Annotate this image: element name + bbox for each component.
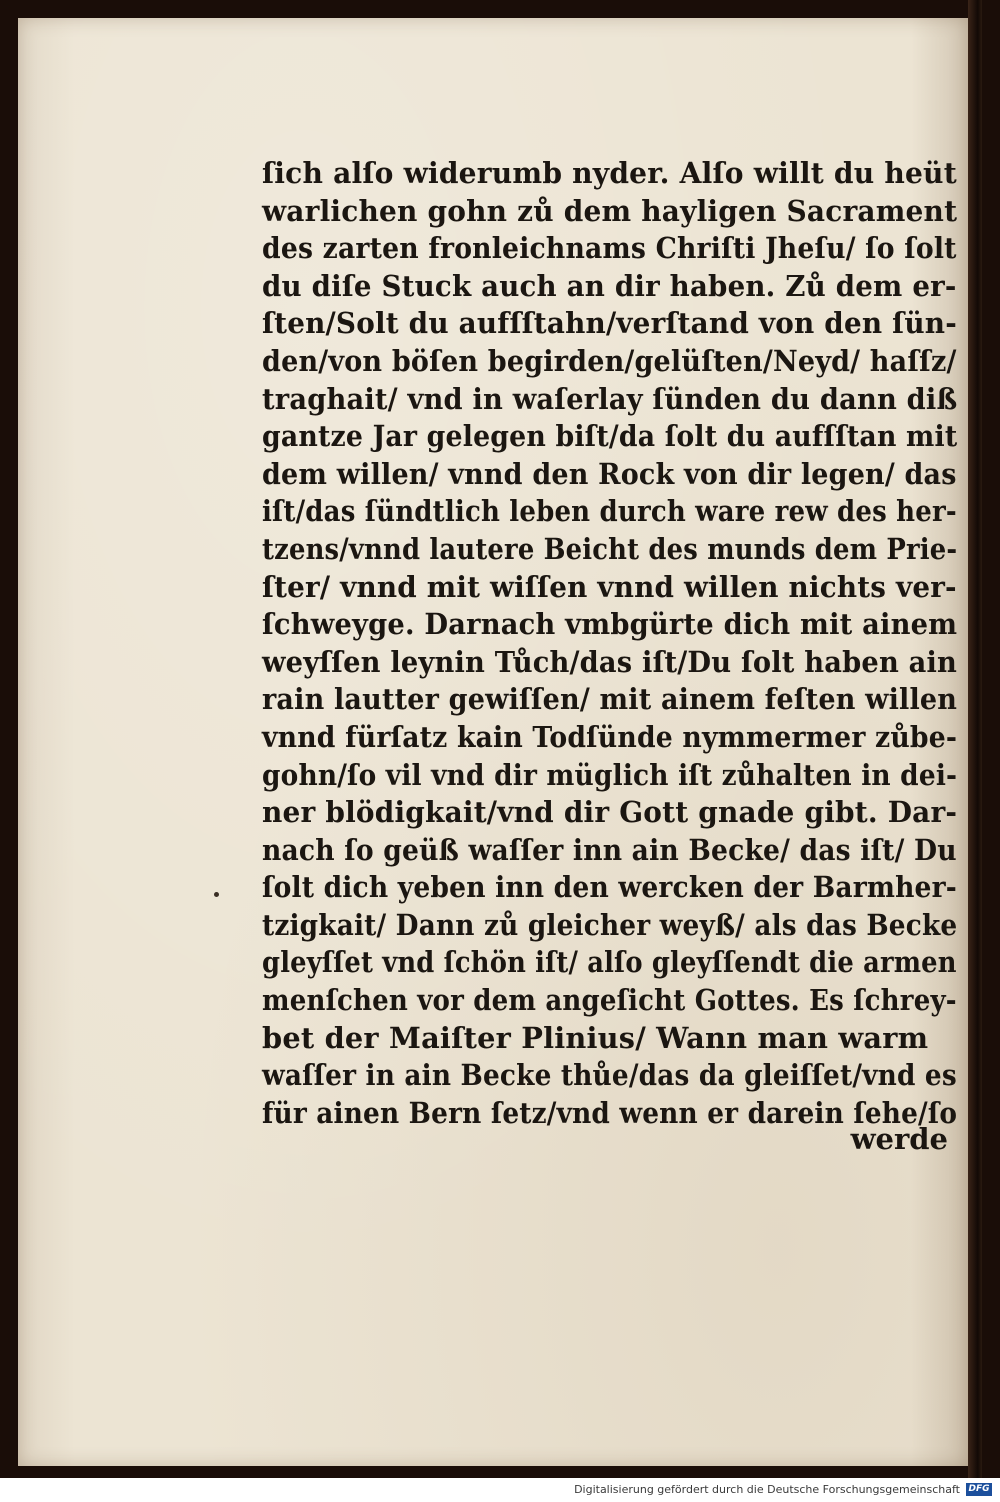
text-line: nach ſo geüß waſſer inn ain Becke/ das iſt/ Du bbox=[262, 832, 957, 867]
text-line: tzens/vnnd lautere Beicht des munds dem Prie- bbox=[262, 531, 958, 566]
text-line: tzigkait/ Dann zů gleicher weyß/ als das Becke bbox=[262, 907, 958, 942]
text-line: ner blödigkait/vnd dir Gott gnade gibt. Dar- bbox=[262, 795, 958, 830]
text-line: weyſſen leynin Tůch/das iſt/Du ſolt haben ain bbox=[262, 644, 958, 679]
text-line: den/von böſen begirden/gelüſten/Neyd/ haſſz/ bbox=[262, 343, 957, 378]
text-line: ſolt dich yeben inn den wercken der Barmher- bbox=[262, 870, 957, 905]
text-line: ſchweyge. Darnach vmbgürte dich mit ainem bbox=[262, 607, 958, 642]
catchword: werde bbox=[850, 1122, 948, 1156]
text-line: rain lautter gewiſſen/ mit ainem feſten willen bbox=[262, 682, 958, 717]
text-line: waſſer in ain Becke thůe/das da gleiſſet/vnd es bbox=[262, 1058, 957, 1093]
text-line: ſich alſo widerumb nyder. Alſo willt du heüt bbox=[262, 156, 957, 190]
text-line: des zarten fronleichnams Chriſti Jheſu/ ſo ſolt bbox=[262, 231, 957, 266]
text-line: gohn/ſo vil vnd dir müglich iſt zůhalten in dei- bbox=[262, 757, 958, 792]
dfg-logo-icon: DFG bbox=[966, 1483, 992, 1496]
text-line: traghait/ vnd in waſerlay ſünden du dann diß bbox=[262, 381, 958, 416]
text-line: gantze Jar gelegen biſt/da ſolt du aufſſtan mit bbox=[262, 419, 958, 454]
text-line: für ainen Bern ſetz/vnd wenn er darein ſehe/ſo bbox=[262, 1095, 958, 1130]
footer-bar bbox=[0, 1478, 1000, 1502]
paper-speck bbox=[214, 892, 219, 897]
text-line: warlichen gohn zů dem hayligen Sacrament bbox=[262, 193, 958, 228]
text-line: gleyſſet vnd ſchön iſt/ alſo gleyſſendt die armen bbox=[262, 945, 957, 980]
text-line: ſter/ vnnd mit wiſſen vnnd willen nichts ver- bbox=[262, 569, 957, 604]
page-spine bbox=[968, 0, 982, 1478]
funding-notice: Digitalisierung gefördert durch die Deutsche Forschungsgemeinschaft bbox=[574, 1483, 960, 1496]
text-line: vnnd fürſatz kain Todſünde nymmermer zůbe- bbox=[262, 719, 958, 754]
text-line: menſchen vor dem angeſicht Gottes. Es ſchrey- bbox=[262, 983, 957, 1018]
text-line: bet der Maiſter Plinius/ Wann man warm bbox=[262, 1020, 929, 1055]
page-text bbox=[262, 155, 962, 1132]
text-line: du diſe Stuck auch an dir haben. Zů dem er- bbox=[262, 268, 957, 303]
text-line: dem willen/ vnnd den Rock von dir legen/ das bbox=[262, 456, 957, 491]
text-line: iſt/das ſündtlich leben durch ware rew des her- bbox=[262, 494, 957, 529]
text-line: ſten/Solt du aufſſtahn/verſtand von den ſün- bbox=[262, 306, 957, 341]
